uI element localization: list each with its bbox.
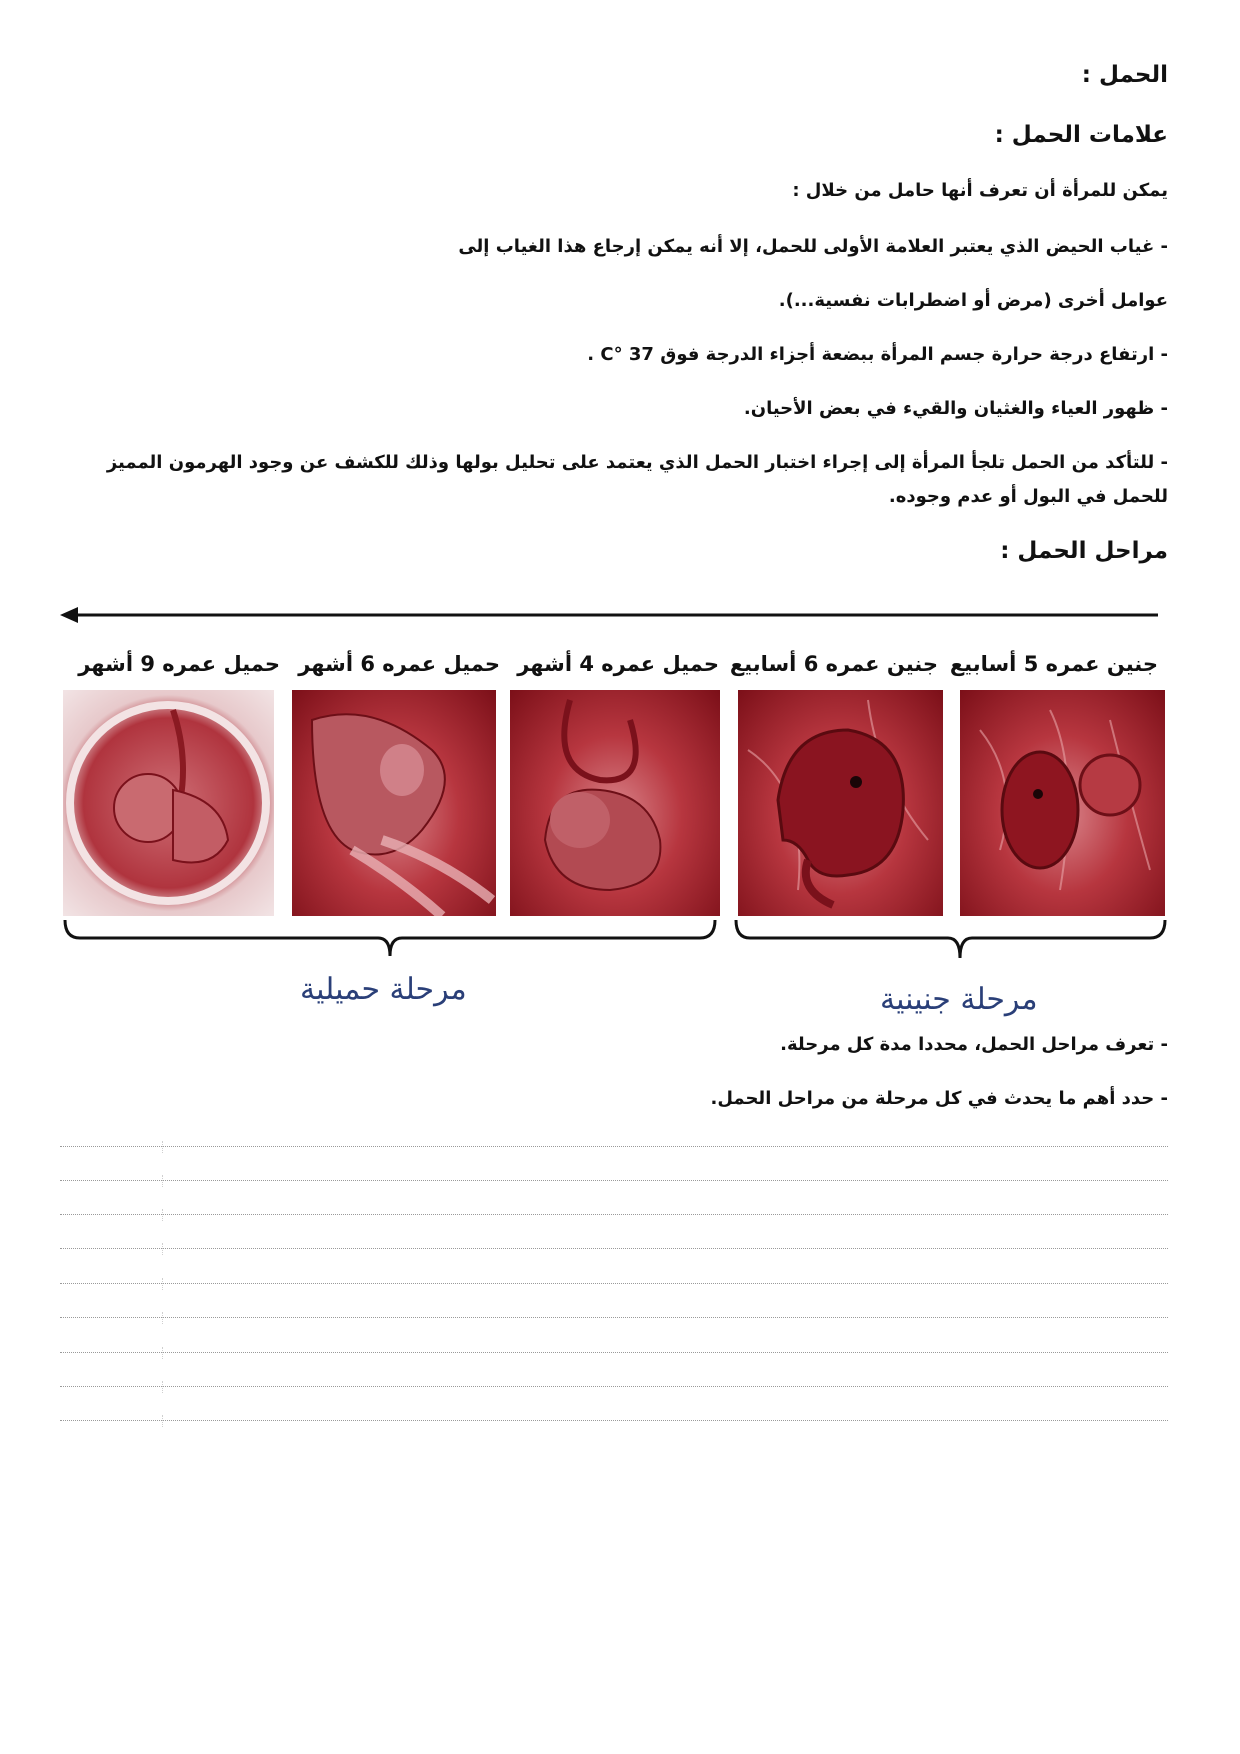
question-1: - تعرف مراحل الحمل، محددا مدة كل مرحلة. bbox=[780, 1034, 1168, 1055]
heading-signs: علامات الحمل : bbox=[994, 122, 1168, 148]
stage-embryonic-label: مرحلة جنينية bbox=[880, 982, 1038, 1017]
image-fetus-4-months bbox=[510, 690, 720, 916]
caption-embryo-5-weeks: جنين عمره 5 أسابيع bbox=[949, 652, 1158, 676]
image-embryo-6-weeks bbox=[738, 690, 943, 916]
caption-fetus-6-months: حميل عمره 6 أشهر bbox=[298, 652, 500, 676]
caption-embryo-6-weeks: جنين عمره 6 أسابيع bbox=[729, 652, 938, 676]
answer-line[interactable] bbox=[60, 1180, 1168, 1181]
answer-line[interactable] bbox=[60, 1283, 1168, 1284]
question-2: - حدد أهم ما يحدث في كل مرحلة من مراحل الحمل. bbox=[710, 1088, 1168, 1109]
sign-1-line-1: - غياب الحيض الذي يعتبر العلامة الأولى للحمل، إلا أنه يمكن إرجاع هذا الغياب إلى bbox=[458, 236, 1168, 257]
image-embryo-5-weeks bbox=[960, 690, 1165, 916]
answer-line[interactable] bbox=[60, 1420, 1168, 1421]
answer-line[interactable] bbox=[60, 1214, 1168, 1215]
caption-fetus-9-months: حميل عمره 9 أشهر bbox=[78, 652, 280, 676]
answer-line[interactable] bbox=[60, 1317, 1168, 1318]
answer-line[interactable] bbox=[60, 1386, 1168, 1387]
sign-2: - ارتفاع درجة حرارة جسم المرأة ببضعة أجزاء الدرجة فوق 37 °C . bbox=[587, 344, 1168, 365]
sign-1-line-2: عوامل أخرى (مرض أو اضطرابات نفسية...). bbox=[778, 290, 1168, 311]
answer-line[interactable] bbox=[60, 1146, 1168, 1147]
stage-fetal-label: مرحلة حميلية bbox=[300, 972, 467, 1007]
image-fetus-6-months bbox=[292, 690, 496, 916]
intro-text: يمكن للمرأة أن تعرف أنها حامل من خلال : bbox=[792, 180, 1168, 201]
stage-braces bbox=[60, 918, 1170, 974]
caption-fetus-4-months: حميل عمره 4 أشهر bbox=[517, 652, 719, 676]
heading-stages: مراحل الحمل : bbox=[1000, 538, 1168, 564]
image-fetus-9-months bbox=[63, 690, 274, 916]
answer-line[interactable] bbox=[60, 1352, 1168, 1353]
timeline-arrow bbox=[60, 605, 1160, 625]
heading-pregnancy: الحمل : bbox=[1081, 62, 1168, 88]
answer-line[interactable] bbox=[60, 1248, 1168, 1249]
sign-3: - ظهور العياء والغثيان والقيء في بعض الأحيان. bbox=[743, 398, 1168, 419]
sign-4: - للتأكد من الحمل تلجأ المرأة إلى إجراء اختبار الحمل الذي يعتمد على تحليل بولها وذلك للكشف عن وجود الهرمون المميز للحمل في البول أو عدم وجوده. bbox=[106, 452, 1168, 507]
